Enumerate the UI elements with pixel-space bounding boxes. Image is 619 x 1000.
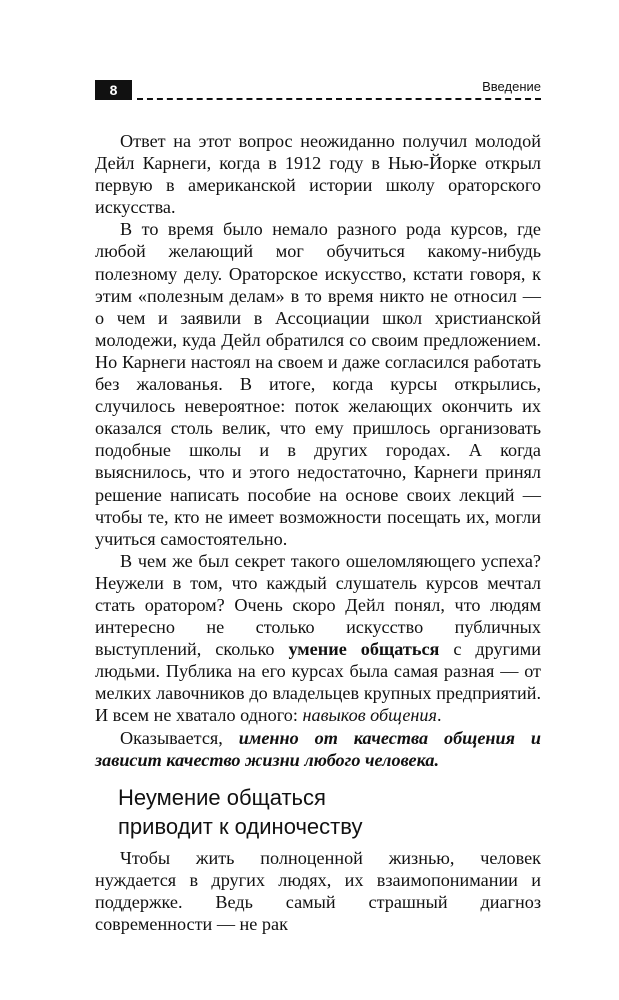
paragraph-3-end: . bbox=[436, 705, 442, 726]
page-number: 8 bbox=[95, 80, 132, 100]
running-header bbox=[95, 80, 541, 100]
paragraph-2: В то время было немало разного рода курсов, где любой желающий мог обучиться какому-нибудь полезному делу. Ораторское искусство, кстати говоря, к этим «полезным делам» в то время никто не относил — о чем и заявили в Ассоциации школ христианской молодежи, куда Дейл обратился со своим предложением. Но Карнеги настоял на своем и даже согласился работать без жалованья. В итоге, когда курсы открылись, случилось невероятное: поток желающих окончить их оказался столь велик, что ему пришлось организовать подобные школы и в других городах. А когда выяснилось, что и этого недостаточно, Карнеги принял решение написать пособие на основе своих лекций — чтобы те, кто не имеет возможности посещать их, могли учиться самостоятельно. bbox=[95, 219, 541, 549]
section-paragraph-1: Чтобы жить полноценной жизнью, человек нуждается в других людях, их взаимопонимании и поддержке. Ведь самый страшный диагноз современности — не рак bbox=[95, 848, 541, 935]
section-text bbox=[95, 847, 541, 935]
paragraph-4-end: . bbox=[434, 749, 439, 770]
paragraph-3-text-a: В чем же был секрет такого ошеломляющего успеха? Неужели в том, что каждый слушатель курсов мечтал стать оратором? Очень скоро Дейл понял, что людям интересно не столько искусство публичных выступлений, сколько bbox=[95, 550, 541, 660]
main-text bbox=[95, 130, 541, 771]
emphasis-communication-skills: навыков общения bbox=[302, 705, 437, 726]
section-heading bbox=[118, 783, 548, 841]
emphasis-communication-skill: умение общаться bbox=[288, 639, 440, 660]
paragraph-1: Ответ на этот вопрос неожиданно получил молодой Дейл Карнеги, когда в 1912 году в Нью-Йорке открыл первую в американской истории школу ораторского искусства. bbox=[95, 131, 541, 218]
paragraph-3 bbox=[95, 550, 541, 727]
section-heading-line-1: Неумение общаться bbox=[118, 785, 326, 810]
header-dashed-rule bbox=[137, 98, 541, 100]
section-heading-line-2: приводит к одиночеству bbox=[118, 814, 363, 839]
paragraph-4 bbox=[95, 727, 541, 771]
section-title: Введение bbox=[476, 80, 541, 94]
paragraph-4-text-a: Оказывается, bbox=[120, 727, 239, 748]
paragraph-3-text-b: с другими людьми. Публика на его курсах была самая разная — от мелких лавочников до владельцев крупных предприятий. И всем не хватало одного: bbox=[95, 639, 541, 726]
emphasis-key-statement: именно от качества общения и зависит качество жизни любого человека bbox=[95, 727, 542, 770]
